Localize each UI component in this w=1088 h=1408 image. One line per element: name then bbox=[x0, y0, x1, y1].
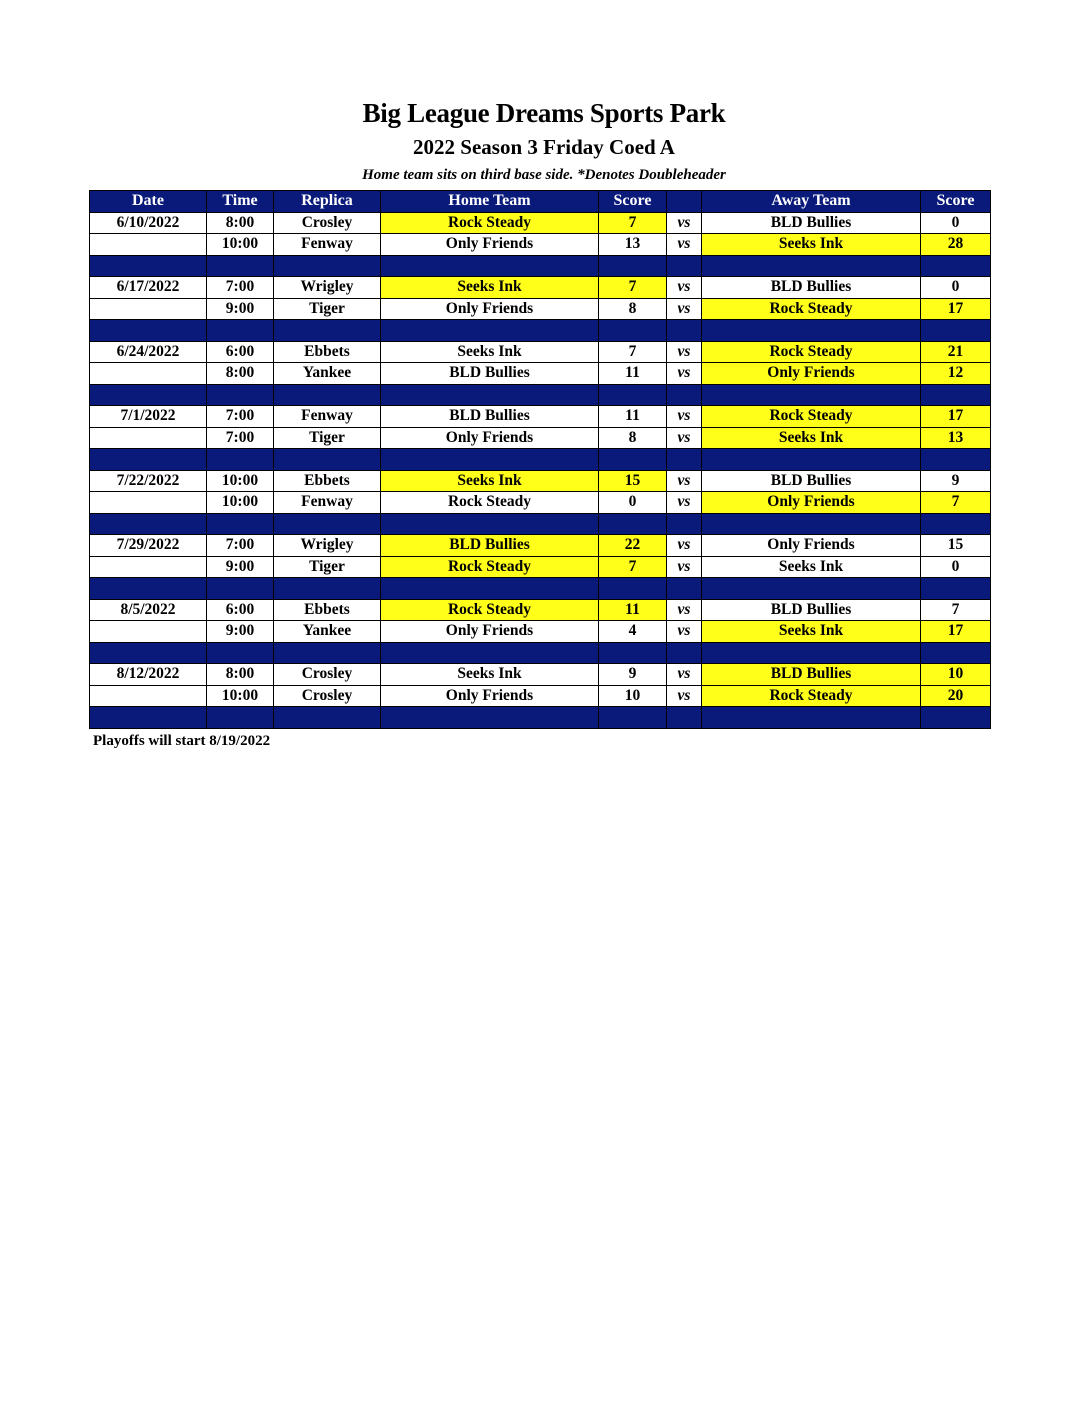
game-date-empty bbox=[90, 363, 207, 385]
home-team: Seeks Ink bbox=[381, 277, 599, 299]
game-time: 9:00 bbox=[207, 621, 274, 643]
column-header-time: Time bbox=[207, 191, 274, 213]
home-team: Only Friends bbox=[381, 298, 599, 320]
separator-cell bbox=[667, 255, 702, 277]
home-team: Seeks Ink bbox=[381, 341, 599, 363]
away-team: BLD Bullies bbox=[702, 599, 921, 621]
game-date-empty bbox=[90, 621, 207, 643]
separator-cell bbox=[702, 320, 921, 342]
page-title: Big League Dreams Sports Park bbox=[362, 98, 726, 128]
separator-cell bbox=[599, 578, 667, 600]
versus-label: vs bbox=[667, 470, 702, 492]
home-score: 13 bbox=[599, 234, 667, 256]
away-score: 17 bbox=[921, 298, 991, 320]
away-score: 15 bbox=[921, 535, 991, 557]
game-replica: Fenway bbox=[274, 492, 381, 514]
home-team: Rock Steady bbox=[381, 556, 599, 578]
game-time: 10:00 bbox=[207, 492, 274, 514]
separator-cell bbox=[921, 707, 991, 729]
separator-cell bbox=[921, 255, 991, 277]
away-team: Only Friends bbox=[702, 492, 921, 514]
away-score: 20 bbox=[921, 685, 991, 707]
separator-cell bbox=[921, 384, 991, 406]
away-score: 0 bbox=[921, 212, 991, 234]
away-team: Seeks Ink bbox=[702, 234, 921, 256]
versus-label: vs bbox=[667, 664, 702, 686]
home-score: 15 bbox=[599, 470, 667, 492]
game-date-empty bbox=[90, 298, 207, 320]
home-score: 9 bbox=[599, 664, 667, 686]
week-separator-row bbox=[90, 384, 991, 406]
separator-cell bbox=[667, 707, 702, 729]
versus-label: vs bbox=[667, 492, 702, 514]
table-row bbox=[90, 277, 991, 299]
separator-cell bbox=[90, 449, 207, 471]
separator-cell bbox=[599, 255, 667, 277]
week-separator-row bbox=[90, 707, 991, 729]
separator-cell bbox=[381, 449, 599, 471]
game-time: 6:00 bbox=[207, 341, 274, 363]
table-row bbox=[90, 341, 991, 363]
home-team: BLD Bullies bbox=[381, 363, 599, 385]
separator-cell bbox=[207, 642, 274, 664]
separator-cell bbox=[921, 449, 991, 471]
table-row bbox=[90, 363, 991, 385]
away-team: Rock Steady bbox=[702, 685, 921, 707]
game-time: 7:00 bbox=[207, 535, 274, 557]
table-row bbox=[90, 406, 991, 428]
versus-label: vs bbox=[667, 535, 702, 557]
separator-cell bbox=[207, 707, 274, 729]
separator-cell bbox=[599, 449, 667, 471]
home-score: 4 bbox=[599, 621, 667, 643]
versus-label: vs bbox=[667, 685, 702, 707]
separator-cell bbox=[90, 320, 207, 342]
game-date: 7/29/2022 bbox=[90, 535, 207, 557]
game-replica: Fenway bbox=[274, 234, 381, 256]
column-header-home-team: Home Team bbox=[381, 191, 599, 213]
column-header-home-score: Score bbox=[599, 191, 667, 213]
week-separator-row bbox=[90, 642, 991, 664]
week-separator-row bbox=[90, 513, 991, 535]
separator-cell bbox=[667, 513, 702, 535]
separator-cell bbox=[274, 642, 381, 664]
table-row bbox=[90, 427, 991, 449]
column-header-away-score: Score bbox=[921, 191, 991, 213]
separator-cell bbox=[599, 642, 667, 664]
separator-cell bbox=[207, 320, 274, 342]
separator-cell bbox=[381, 707, 599, 729]
separator-cell bbox=[274, 384, 381, 406]
away-score: 12 bbox=[921, 363, 991, 385]
game-date-empty bbox=[90, 685, 207, 707]
separator-cell bbox=[921, 320, 991, 342]
home-team: Only Friends bbox=[381, 427, 599, 449]
separator-cell bbox=[90, 642, 207, 664]
versus-label: vs bbox=[667, 298, 702, 320]
versus-label: vs bbox=[667, 234, 702, 256]
separator-cell bbox=[274, 255, 381, 277]
table-row bbox=[90, 599, 991, 621]
game-replica: Fenway bbox=[274, 406, 381, 428]
separator-cell bbox=[207, 578, 274, 600]
separator-cell bbox=[274, 320, 381, 342]
separator-cell bbox=[667, 642, 702, 664]
separator-cell bbox=[381, 642, 599, 664]
game-time: 7:00 bbox=[207, 406, 274, 428]
away-team: BLD Bullies bbox=[702, 277, 921, 299]
away-team: BLD Bullies bbox=[702, 664, 921, 686]
separator-cell bbox=[90, 578, 207, 600]
away-score: 17 bbox=[921, 406, 991, 428]
away-team: Rock Steady bbox=[702, 298, 921, 320]
away-team: Only Friends bbox=[702, 363, 921, 385]
versus-label: vs bbox=[667, 427, 702, 449]
home-team: BLD Bullies bbox=[381, 535, 599, 557]
game-replica: Yankee bbox=[274, 621, 381, 643]
home-team: BLD Bullies bbox=[381, 406, 599, 428]
home-score: 7 bbox=[599, 212, 667, 234]
separator-cell bbox=[667, 449, 702, 471]
table-row bbox=[90, 621, 991, 643]
game-time: 10:00 bbox=[207, 470, 274, 492]
home-score: 7 bbox=[599, 277, 667, 299]
game-date: 7/22/2022 bbox=[90, 470, 207, 492]
separator-cell bbox=[381, 320, 599, 342]
table-row bbox=[90, 685, 991, 707]
game-date-empty bbox=[90, 492, 207, 514]
versus-label: vs bbox=[667, 599, 702, 621]
game-replica: Ebbets bbox=[274, 341, 381, 363]
home-team: Seeks Ink bbox=[381, 470, 599, 492]
separator-cell bbox=[274, 707, 381, 729]
separator-cell bbox=[381, 255, 599, 277]
separator-cell bbox=[381, 578, 599, 600]
separator-cell bbox=[702, 513, 921, 535]
away-score: 17 bbox=[921, 621, 991, 643]
separator-cell bbox=[274, 449, 381, 471]
away-score: 9 bbox=[921, 470, 991, 492]
game-time: 9:00 bbox=[207, 298, 274, 320]
game-date: 6/24/2022 bbox=[90, 341, 207, 363]
game-date: 8/12/2022 bbox=[90, 664, 207, 686]
game-time: 6:00 bbox=[207, 599, 274, 621]
game-time: 7:00 bbox=[207, 427, 274, 449]
separator-cell bbox=[207, 449, 274, 471]
separator-cell bbox=[702, 707, 921, 729]
home-score: 10 bbox=[599, 685, 667, 707]
week-separator-row bbox=[90, 449, 991, 471]
column-header-vs bbox=[667, 191, 702, 213]
table-row bbox=[90, 298, 991, 320]
home-score: 11 bbox=[599, 363, 667, 385]
home-score: 8 bbox=[599, 298, 667, 320]
home-team: Rock Steady bbox=[381, 599, 599, 621]
separator-cell bbox=[702, 384, 921, 406]
home-score: 11 bbox=[599, 406, 667, 428]
game-date: 8/5/2022 bbox=[90, 599, 207, 621]
game-time: 9:00 bbox=[207, 556, 274, 578]
away-score: 28 bbox=[921, 234, 991, 256]
separator-cell bbox=[921, 578, 991, 600]
separator-cell bbox=[381, 384, 599, 406]
game-replica: Tiger bbox=[274, 427, 381, 449]
home-score: 7 bbox=[599, 341, 667, 363]
separator-cell bbox=[207, 255, 274, 277]
home-score: 0 bbox=[599, 492, 667, 514]
separator-cell bbox=[207, 513, 274, 535]
separator-cell bbox=[702, 642, 921, 664]
versus-label: vs bbox=[667, 341, 702, 363]
home-score: 8 bbox=[599, 427, 667, 449]
playoffs-note: Playoffs will start 8/19/2022 bbox=[93, 733, 271, 749]
game-date-empty bbox=[90, 234, 207, 256]
home-team: Only Friends bbox=[381, 685, 599, 707]
separator-cell bbox=[667, 384, 702, 406]
separator-cell bbox=[207, 384, 274, 406]
game-date: 6/10/2022 bbox=[90, 212, 207, 234]
game-time: 10:00 bbox=[207, 234, 274, 256]
away-team: Seeks Ink bbox=[702, 621, 921, 643]
separator-cell bbox=[381, 513, 599, 535]
separator-cell bbox=[599, 384, 667, 406]
separator-cell bbox=[90, 707, 207, 729]
versus-label: vs bbox=[667, 621, 702, 643]
table-row bbox=[90, 556, 991, 578]
away-team: Rock Steady bbox=[702, 341, 921, 363]
separator-cell bbox=[667, 320, 702, 342]
home-team: Only Friends bbox=[381, 234, 599, 256]
away-team: BLD Bullies bbox=[702, 470, 921, 492]
game-replica: Ebbets bbox=[274, 599, 381, 621]
home-score: 22 bbox=[599, 535, 667, 557]
table-row bbox=[90, 212, 991, 234]
away-score: 7 bbox=[921, 492, 991, 514]
game-replica: Wrigley bbox=[274, 535, 381, 557]
game-replica: Ebbets bbox=[274, 470, 381, 492]
game-time: 7:00 bbox=[207, 277, 274, 299]
week-separator-row bbox=[90, 320, 991, 342]
table-row bbox=[90, 470, 991, 492]
schedule-body bbox=[90, 212, 991, 728]
game-date-empty bbox=[90, 427, 207, 449]
game-date: 6/17/2022 bbox=[90, 277, 207, 299]
away-score: 21 bbox=[921, 341, 991, 363]
away-team: Seeks Ink bbox=[702, 427, 921, 449]
week-separator-row bbox=[90, 255, 991, 277]
home-team: Rock Steady bbox=[381, 492, 599, 514]
game-replica: Yankee bbox=[274, 363, 381, 385]
home-team: Seeks Ink bbox=[381, 664, 599, 686]
away-team: Seeks Ink bbox=[702, 556, 921, 578]
separator-cell bbox=[90, 384, 207, 406]
week-separator-row bbox=[90, 578, 991, 600]
home-team-note: Home team sits on third base side. *Denotes Doubleheader bbox=[362, 167, 726, 183]
column-header-date: Date bbox=[90, 191, 207, 213]
home-team: Only Friends bbox=[381, 621, 599, 643]
away-team: BLD Bullies bbox=[702, 212, 921, 234]
away-team: Only Friends bbox=[702, 535, 921, 557]
separator-cell bbox=[702, 255, 921, 277]
home-score: 7 bbox=[599, 556, 667, 578]
versus-label: vs bbox=[667, 212, 702, 234]
separator-cell bbox=[274, 578, 381, 600]
game-date-empty bbox=[90, 556, 207, 578]
game-time: 8:00 bbox=[207, 363, 274, 385]
game-date: 7/1/2022 bbox=[90, 406, 207, 428]
separator-cell bbox=[599, 513, 667, 535]
separator-cell bbox=[90, 255, 207, 277]
versus-label: vs bbox=[667, 277, 702, 299]
game-replica: Tiger bbox=[274, 298, 381, 320]
game-replica: Crosley bbox=[274, 664, 381, 686]
away-score: 0 bbox=[921, 556, 991, 578]
away-score: 7 bbox=[921, 599, 991, 621]
separator-cell bbox=[90, 513, 207, 535]
separator-cell bbox=[599, 320, 667, 342]
game-replica: Tiger bbox=[274, 556, 381, 578]
home-team: Rock Steady bbox=[381, 212, 599, 234]
separator-cell bbox=[702, 578, 921, 600]
table-row bbox=[90, 664, 991, 686]
separator-cell bbox=[921, 513, 991, 535]
separator-cell bbox=[667, 578, 702, 600]
game-replica: Crosley bbox=[274, 212, 381, 234]
separator-cell bbox=[599, 707, 667, 729]
versus-label: vs bbox=[667, 363, 702, 385]
separator-cell bbox=[921, 642, 991, 664]
game-time: 10:00 bbox=[207, 685, 274, 707]
game-time: 8:00 bbox=[207, 664, 274, 686]
column-header-away-team: Away Team bbox=[702, 191, 921, 213]
away-score: 10 bbox=[921, 664, 991, 686]
away-team: Rock Steady bbox=[702, 406, 921, 428]
versus-label: vs bbox=[667, 556, 702, 578]
table-header-row bbox=[90, 191, 991, 213]
table-row bbox=[90, 492, 991, 514]
game-replica: Crosley bbox=[274, 685, 381, 707]
separator-cell bbox=[274, 513, 381, 535]
separator-cell bbox=[702, 449, 921, 471]
schedule-table bbox=[89, 190, 991, 729]
away-score: 13 bbox=[921, 427, 991, 449]
versus-label: vs bbox=[667, 406, 702, 428]
game-time: 8:00 bbox=[207, 212, 274, 234]
column-header-replica: Replica bbox=[274, 191, 381, 213]
game-replica: Wrigley bbox=[274, 277, 381, 299]
page-subtitle: 2022 Season 3 Friday Coed A bbox=[413, 135, 675, 159]
away-score: 0 bbox=[921, 277, 991, 299]
home-score: 11 bbox=[599, 599, 667, 621]
table-row bbox=[90, 234, 991, 256]
table-row bbox=[90, 535, 991, 557]
